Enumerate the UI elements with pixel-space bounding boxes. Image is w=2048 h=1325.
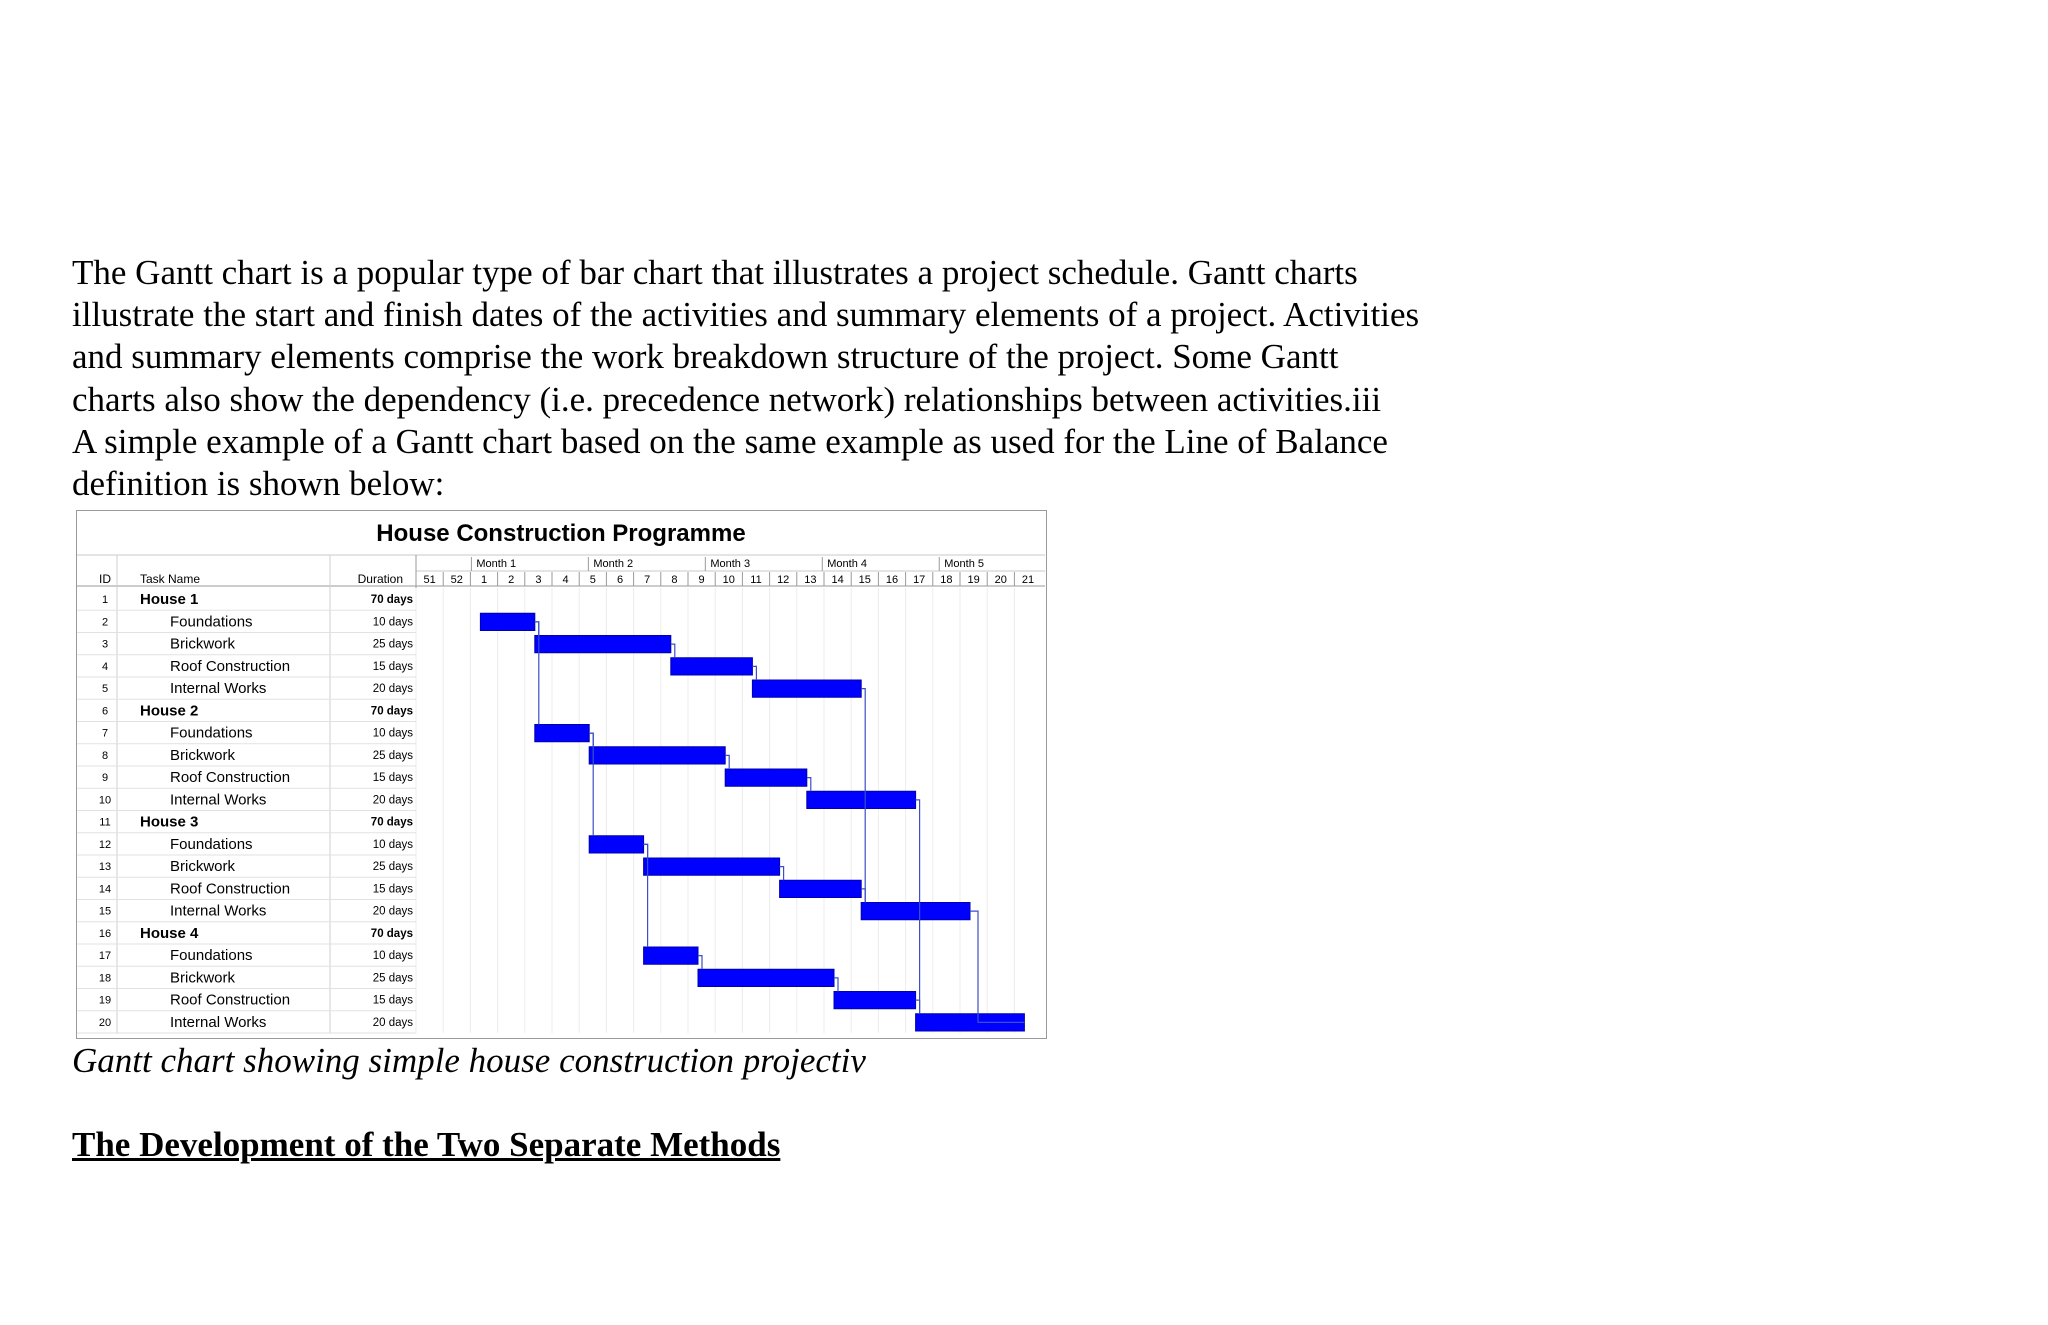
task-name: Foundations [170, 947, 253, 965]
task-name: Roof Construction [170, 880, 291, 898]
week-label: 7 [644, 574, 651, 586]
task-id: 16 [98, 927, 112, 940]
task-id: 18 [98, 972, 112, 985]
week-label: 20 [994, 574, 1007, 586]
month-label: Month 1 [476, 558, 517, 570]
gantt-bar [752, 680, 861, 697]
task-id: 14 [98, 883, 112, 896]
dependency-link [780, 867, 784, 881]
column-header-duration: Duration [357, 572, 403, 586]
task-duration: 25 days [372, 972, 413, 985]
task-duration: 15 days [372, 883, 413, 896]
task-id: 20 [98, 1016, 112, 1029]
dependency-link [807, 778, 811, 792]
week-label: 8 [671, 574, 678, 586]
paragraph-line: A simple example of a Gantt chart based on the same example as used for the Line of Balance [72, 421, 1388, 461]
dependency-link [725, 755, 729, 769]
dependency-link [834, 978, 838, 992]
gantt-bar [535, 725, 589, 742]
gantt-bar [671, 658, 753, 675]
task-id: 15 [98, 905, 112, 918]
task-duration: 70 days [370, 816, 413, 829]
task-name: Foundations [170, 613, 253, 631]
task-duration: 15 days [372, 660, 413, 673]
figure-caption: Gantt chart showing simple house construction projectiv [72, 1041, 866, 1080]
task-id: 17 [98, 950, 112, 963]
column-header-id: ID [99, 572, 111, 586]
task-duration: 25 days [372, 861, 413, 874]
task-id: 6 [101, 705, 109, 718]
week-label: 3 [535, 574, 542, 586]
summary-task-name: House 2 [140, 702, 199, 720]
paragraph-line: definition is shown below: [72, 464, 445, 504]
task-name: Internal Works [170, 791, 267, 809]
week-label: 52 [450, 574, 463, 586]
week-label: 5 [589, 574, 596, 586]
intro-paragraph [72, 252, 1552, 505]
paragraph-line: The Gantt chart is a popular type of bar chart that illustrates a project schedule. Gantt charts [72, 253, 1358, 292]
summary-task-name: House 3 [140, 813, 199, 831]
task-id: 19 [98, 994, 112, 1007]
week-label: 16 [885, 574, 899, 586]
task-id: 4 [101, 660, 109, 673]
gantt-bar [861, 903, 970, 920]
month-label: Month 5 [944, 558, 984, 570]
task-duration: 70 days [370, 705, 413, 718]
task-duration: 10 days [372, 616, 413, 629]
dependency-link [671, 644, 675, 658]
gantt-bar [589, 747, 725, 764]
week-label: 12 [777, 574, 790, 586]
task-duration: 10 days [372, 727, 413, 740]
dependency-link [752, 666, 756, 680]
task-name: Internal Works [170, 680, 267, 698]
week-label: 51 [423, 574, 436, 586]
gantt-bar [535, 636, 671, 653]
gantt-bar [807, 791, 916, 808]
gantt-bar [725, 769, 807, 786]
task-id: 1 [101, 594, 109, 607]
task-id: 5 [101, 683, 109, 696]
task-name: Foundations [170, 835, 253, 853]
task-duration: 10 days [372, 838, 413, 851]
task-id: 13 [98, 861, 112, 874]
task-duration: 10 days [372, 950, 413, 963]
task-id: 11 [99, 816, 111, 829]
week-label: 2 [508, 574, 515, 586]
task-name: Roof Construction [170, 991, 291, 1009]
week-label: 13 [804, 574, 817, 586]
gantt-chart [77, 511, 1045, 1037]
task-id: 9 [101, 772, 109, 785]
month-label: Month 3 [710, 558, 751, 570]
week-label: 18 [940, 574, 953, 586]
column-header-task: Task Name [140, 572, 201, 586]
task-name: Brickwork [170, 746, 236, 764]
task-name: Brickwork [170, 969, 236, 987]
task-name: Brickwork [170, 858, 236, 876]
task-name: Roof Construction [170, 769, 291, 787]
week-label: 21 [1021, 574, 1035, 586]
gantt-bar [780, 880, 862, 897]
task-duration: 15 days [372, 772, 413, 785]
gantt-bar [644, 858, 780, 875]
task-duration: 70 days [370, 927, 413, 940]
gantt-bar [698, 969, 834, 986]
week-label: 19 [967, 574, 980, 586]
task-duration: 70 days [370, 594, 413, 607]
gantt-bar [644, 947, 698, 964]
gantt-figure [76, 510, 1047, 1039]
task-id: 3 [101, 638, 109, 651]
week-label: 6 [616, 574, 624, 586]
dependency-link [970, 911, 1024, 1022]
week-label: 15 [858, 574, 871, 586]
task-id: 12 [98, 838, 112, 851]
week-label: 11 [750, 574, 762, 586]
task-name: Internal Works [170, 902, 267, 920]
paragraph-line: charts also show the dependency (i.e. precedence network) relationships between activities.iii [72, 379, 1382, 419]
summary-task-name: House 1 [140, 591, 199, 609]
week-label: 14 [831, 574, 844, 586]
task-duration: 25 days [372, 749, 413, 762]
task-duration: 20 days [372, 794, 413, 807]
task-duration: 20 days [372, 683, 413, 696]
task-name: Brickwork [170, 635, 236, 653]
dependency-link [698, 956, 702, 970]
month-label: Month 4 [827, 558, 868, 570]
task-duration: 20 days [372, 905, 413, 918]
paragraph-line: and summary elements comprise the work breakdown structure of the project. Some Gantt [72, 337, 1339, 377]
task-duration: 15 days [372, 994, 413, 1007]
chart-title: House Construction Programme [376, 520, 746, 547]
month-label: Month 2 [593, 558, 634, 570]
week-label: 1 [480, 574, 488, 586]
gantt-bar [480, 613, 534, 630]
task-duration: 20 days [372, 1016, 413, 1029]
paragraph-line: illustrate the start and finish dates of the activities and summary elements of a project. Activities [72, 295, 1420, 335]
week-label: 10 [722, 574, 735, 586]
task-id: 10 [98, 794, 112, 807]
task-name: Internal Works [170, 1013, 267, 1031]
week-label: 4 [562, 574, 569, 586]
task-id: 7 [101, 727, 109, 740]
week-label: 9 [698, 574, 705, 586]
gantt-bar [834, 992, 916, 1009]
summary-task-name: House 4 [140, 924, 199, 942]
task-duration: 25 days [372, 638, 413, 651]
gantt-bar [589, 836, 643, 853]
task-name: Foundations [170, 724, 253, 742]
task-name: Roof Construction [170, 657, 291, 675]
task-id: 2 [101, 616, 109, 629]
task-id: 8 [101, 749, 109, 762]
section-heading: The Development of the Two Separate Methods [72, 1125, 781, 1164]
week-label: 17 [913, 574, 926, 586]
